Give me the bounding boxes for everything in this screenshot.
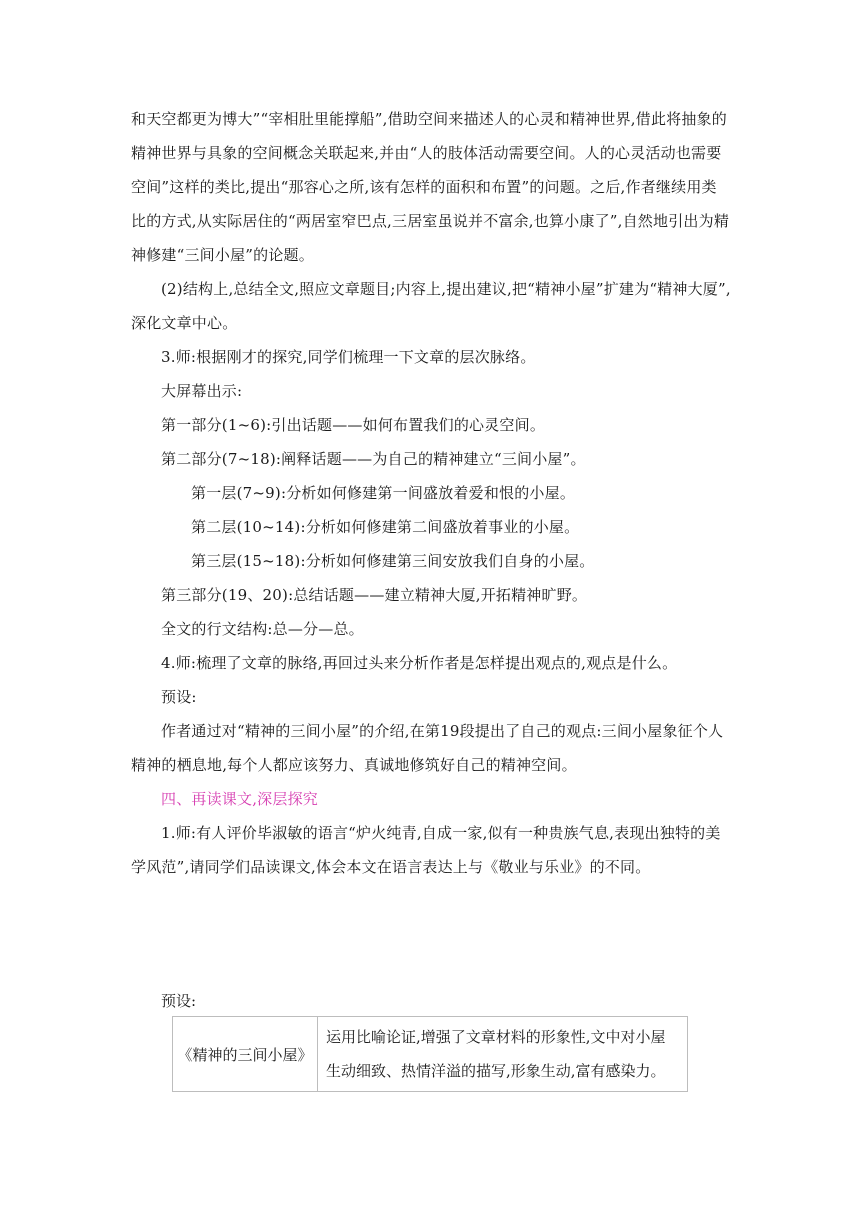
paragraph-teacher-prompt-3: 3.师:根据刚才的探究,同学们梳理一下文章的层次脉络。: [161, 348, 536, 366]
paragraph-teacher-prompt-4: 4.师:梳理了文章的脉络,再回过头来分析作者是怎样提出观点的,观点是什么。: [161, 654, 678, 672]
outline-layer-1: 第一层(7~9):分析如何修建第一间盛放着爱和恨的小屋。: [191, 484, 576, 502]
paragraph-intro-analysis: 和天空都更为博大”“宰相肚里能撑船”,借助空间来描述人的心灵和精神世界,借此将抽象的精神世界与具象的空间概念关联起来,并由“人的肢体活动需要空间。人的心灵活动也需要空间”这样的类比,提出“那容心之所,该有怎样的面积和布置”的问题。之后,作者继续用类比的方式,从实际居住的“两居室窄巴点,三居室虽说并不富余,也算小康了”,自然地引出为精神修建“三间小屋”的论题。: [131, 110, 730, 264]
table-row: [173, 1017, 688, 1092]
paragraph-structure-note: (2)结构上,总结全文,照应文章题目;内容上,提出建议,把“精神小屋”扩建为“精神大厦”,深化文章中心。: [131, 280, 731, 332]
outline-part-1: 第一部分(1~6):引出话题——如何布置我们的心灵空间。: [161, 416, 546, 434]
paragraph-overall-structure: 全文的行文结构:总—分—总。: [161, 620, 364, 638]
paragraph-preset-label-2: 预设:: [161, 992, 197, 1010]
table-cell-text: 运用比喻论证,增强了文章材料的形象性,文中对小屋生动细致、热情洋溢的描写,形象生动,富有感染力。: [318, 1017, 688, 1092]
table-cell-title: 《精神的三间小屋》: [173, 1017, 318, 1092]
paragraph-screen-display: 大屏幕出示:: [161, 382, 243, 400]
paragraph-teacher-prompt-1: 1.师:有人评价毕淑敏的语言“炉火纯青,自成一家,似有一种贵族气息,表现出独特的美学风范”,请同学们品读课文,体会本文在语言表达上与《敬业与乐业》的不同。: [131, 824, 721, 876]
paragraph-preset-label: 预设:: [161, 688, 197, 706]
outline-part-3: 第三部分(19、20):总结话题——建立精神大厦,开拓精神旷野。: [161, 586, 588, 604]
comparison-table: [172, 1016, 688, 1092]
body-text: [131, 102, 731, 884]
paragraph-preset-answer: 作者通过对“精神的三间小屋”的介绍,在第19段提出了自己的观点:三间小屋象征个人精神的栖息地,每个人都应该努力、真诚地修筑好自己的精神空间。: [131, 722, 724, 774]
section-heading: 四、再读课文,深层探究: [161, 790, 318, 808]
outline-part-2: 第二部分(7~18):阐释话题——为自己的精神建立“三间小屋”。: [161, 450, 586, 468]
outline-layer-3: 第三层(15~18):分析如何修建第三间安放我们自身的小屋。: [191, 552, 595, 570]
outline-layer-2: 第二层(10~14):分析如何修建第二间盛放着事业的小屋。: [191, 518, 580, 536]
